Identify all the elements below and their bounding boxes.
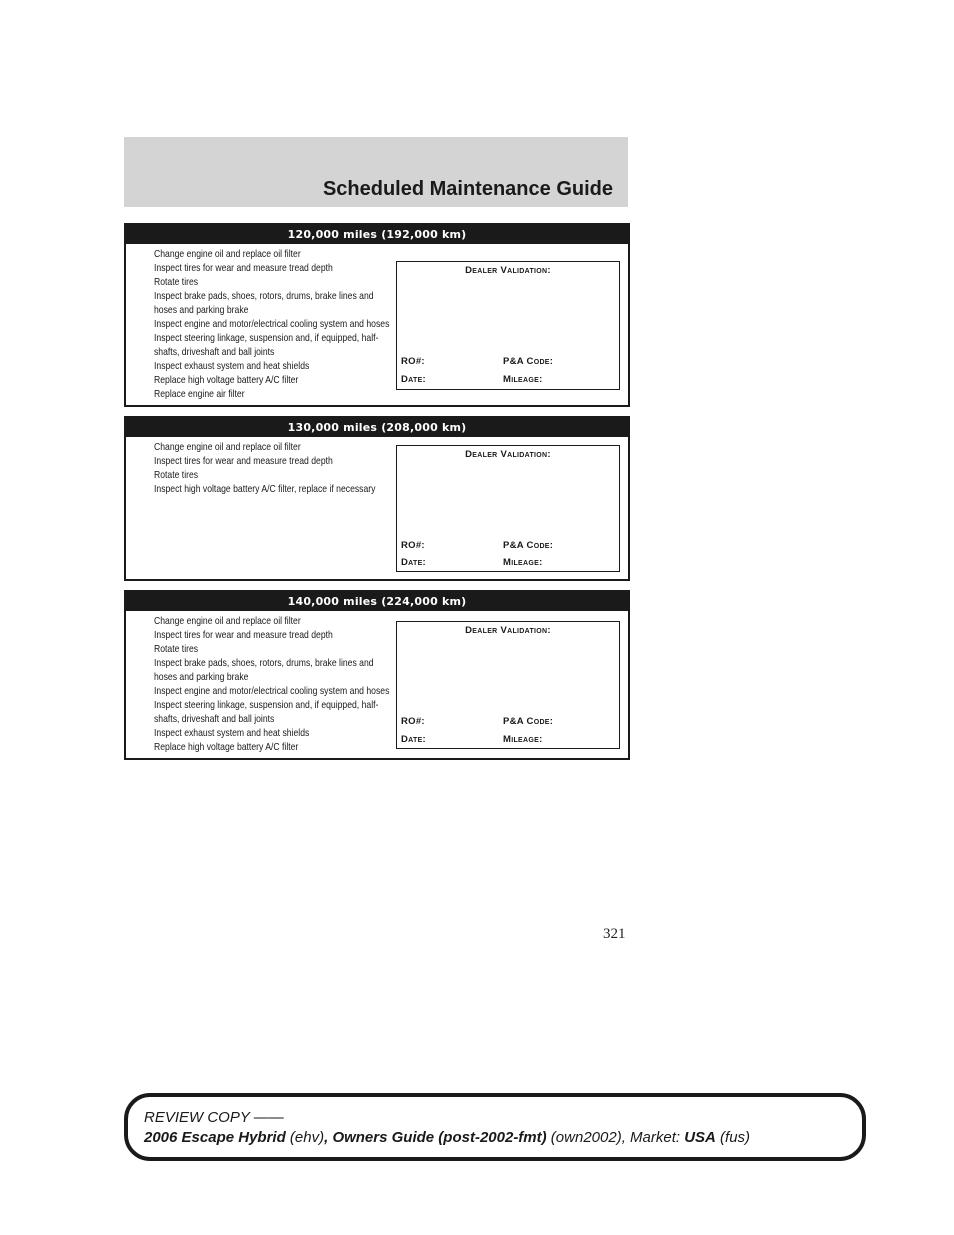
service-item: shafts, driveshaft and ball joints (154, 347, 275, 358)
pa-code-label: P&A Code: (503, 540, 554, 551)
mileage-label: Mileage: (503, 557, 543, 568)
service-item: Replace engine air filter (154, 389, 245, 400)
maintenance-section-120000 (124, 223, 630, 407)
pa-code-label: P&A Code: (503, 716, 554, 727)
mileage-label: Mileage: (503, 734, 543, 745)
service-item: Inspect steering linkage, suspension and, if equipped, half- (154, 333, 379, 344)
date-label: Date: (401, 374, 427, 385)
section-heading: 130,000 miles (208,000 km) (126, 418, 628, 437)
service-item: Inspect engine and motor/electrical cooling system and hoses (154, 686, 390, 697)
dealer-validation-title: Dealer Validation: (465, 625, 551, 636)
maintenance-section-140000 (124, 590, 630, 760)
service-item: Change engine oil and replace oil filter (154, 249, 301, 260)
service-item-list (154, 441, 421, 497)
service-item: Inspect exhaust system and heat shields (154, 361, 310, 372)
ro-number-label: RO#: (401, 356, 425, 367)
dealer-validation-title: Dealer Validation: (465, 449, 551, 460)
ro-number-label: RO#: (401, 716, 425, 727)
service-item: Replace high voltage battery A/C filter (154, 375, 299, 386)
header-band (124, 137, 628, 207)
service-item: Rotate tires (154, 470, 199, 481)
section-heading: 120,000 miles (192,000 km) (126, 225, 628, 244)
service-item: Inspect high voltage battery A/C filter, replace if necessary (154, 484, 376, 495)
service-item: Inspect exhaust system and heat shields (154, 728, 310, 739)
review-copy-banner (124, 1093, 866, 1161)
service-item: hoses and parking brake (154, 305, 249, 316)
service-item: Inspect engine and motor/electrical cooling system and hoses (154, 319, 390, 330)
service-item: Inspect brake pads, shoes, rotors, drums, brake lines and (154, 291, 374, 302)
service-item: hoses and parking brake (154, 672, 249, 683)
service-item: Inspect tires for wear and measure tread depth (154, 630, 333, 641)
vehicle-model-code: (ehv) (285, 1129, 325, 1146)
dealer-validation-box (396, 621, 620, 749)
date-label: Date: (401, 734, 427, 745)
dealer-validation-box (396, 445, 620, 572)
service-item: Replace high voltage battery A/C filter (154, 742, 299, 753)
pa-code-label: P&A Code: (503, 356, 554, 367)
service-item: Inspect tires for wear and measure tread depth (154, 263, 333, 274)
service-item: Rotate tires (154, 644, 199, 655)
separator: , (324, 1129, 333, 1146)
service-item: Inspect steering linkage, suspension and, if equipped, half- (154, 700, 379, 711)
review-copy-details (144, 1129, 750, 1146)
section-heading: 140,000 miles (224,000 km) (126, 592, 628, 611)
guide-name: Owners Guide (post-2002-fmt) (332, 1129, 547, 1146)
market-code: (fus) (715, 1129, 751, 1146)
service-item: Inspect brake pads, shoes, rotors, drums, brake lines and (154, 658, 374, 669)
guide-code: (own2002) (546, 1129, 622, 1146)
page-number: 321 (603, 926, 626, 942)
ro-number-label: RO#: (401, 540, 425, 551)
market-label: , Market: (621, 1129, 685, 1146)
vehicle-model: 2006 Escape Hybrid (144, 1129, 286, 1146)
date-label: Date: (401, 557, 427, 568)
service-item: Rotate tires (154, 277, 199, 288)
service-item: shafts, driveshaft and ball joints (154, 714, 275, 725)
service-item: Change engine oil and replace oil filter (154, 616, 301, 627)
service-item: Change engine oil and replace oil filter (154, 442, 301, 453)
page-title: Scheduled Maintenance Guide (322, 178, 613, 200)
dealer-validation-title: Dealer Validation: (465, 265, 551, 276)
review-copy-label: REVIEW COPY —— (144, 1109, 284, 1126)
maintenance-section-130000 (124, 416, 630, 581)
market-name: USA (684, 1129, 716, 1146)
dealer-validation-box (396, 261, 620, 390)
service-item: Inspect tires for wear and measure tread depth (154, 456, 333, 467)
mileage-label: Mileage: (503, 374, 543, 385)
